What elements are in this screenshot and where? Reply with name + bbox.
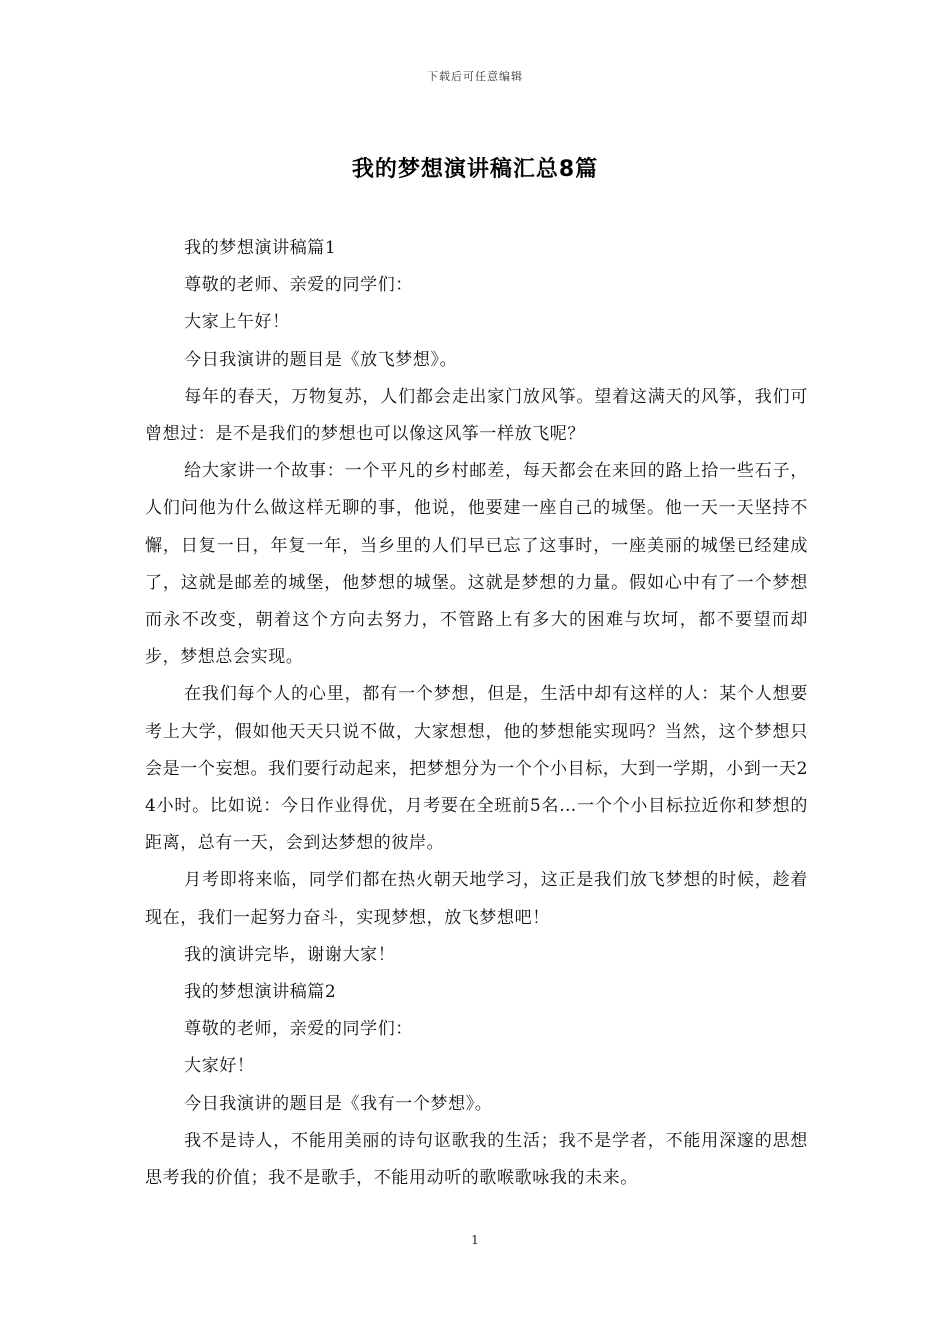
body-paragraph: 月考即将来临，同学们都在热火朝天地学习，这正是我们放飞梦想的时候，趁着现在，我们一起努力奋斗，实现梦想，放飞梦想吧！ <box>145 870 808 928</box>
body-paragraph: 给大家讲一个故事：一个平凡的乡村邮差，每天都会在来回的路上拾一些石子，人们问他为什么做这样无聊的事，他说，他要建一座自己的城堡。他一天一天坚持不懈，日复一日，年复一年，当乡里的人们早已忘了这事时，一座美丽的城堡已经建成了，这就是邮差的城堡，他梦想的城堡。这就是梦想的力量。假如心中有了一个梦想而永不改变，朝着这个方向去努力，不管路上有多大的困难与坎坷，都不要望而却步，梦想总会实现。 <box>145 461 808 668</box>
salutation: 尊敬的老师、亲爱的同学们： <box>184 275 413 296</box>
document-title: 我的梦想演讲稿汇总8篇 <box>351 157 599 182</box>
document-body <box>145 230 808 1197</box>
body-paragraph: 我不是诗人，不能用美丽的诗句讴歌我的生活；我不是学者，不能用深邃的思想思考我的价值；我不是歌手，不能用动听的歌喉歌咏我的未来。 <box>145 1130 808 1189</box>
page-header-note: 下载后可任意编辑 <box>427 70 523 83</box>
greeting: 大家上午好！ <box>184 312 290 333</box>
closing-line: 我的演讲完毕，谢谢大家！ <box>184 944 396 965</box>
page-number: 1 <box>471 1233 479 1247</box>
salutation: 尊敬的老师，亲爱的同学们： <box>184 1019 413 1040</box>
section-heading-1: 我的梦想演讲稿篇1 <box>184 238 337 258</box>
greeting: 大家好！ <box>184 1056 255 1077</box>
speech-topic: 今日我演讲的题目是《放飞梦想》。 <box>184 349 458 370</box>
speech-topic: 今日我演讲的题目是《我有一个梦想》。 <box>184 1093 493 1114</box>
body-paragraph: 在我们每个人的心里，都有一个梦想，但是，生活中却有这样的人：某个人想要考上大学，假如他天天只说不做，大家想想，他的梦想能实现吗？当然，这个梦想只会是一个妄想。我们要行动起来，把梦想分为一个个小目标，大到一学期，小到一天24小时。比如说：今日作业得优，月考要在全班前5名…一个个小目标拉近你和梦想的距离，总有一天，会到达梦想的彼岸。 <box>145 684 808 854</box>
body-paragraph: 每年的春天，万物复苏，人们都会走出家门放风筝。望着这满天的风筝，我们可曾想过：是不是我们的梦想也可以像这风筝一样放飞呢？ <box>145 386 808 445</box>
section-heading-2: 我的梦想演讲稿篇2 <box>184 982 337 1003</box>
